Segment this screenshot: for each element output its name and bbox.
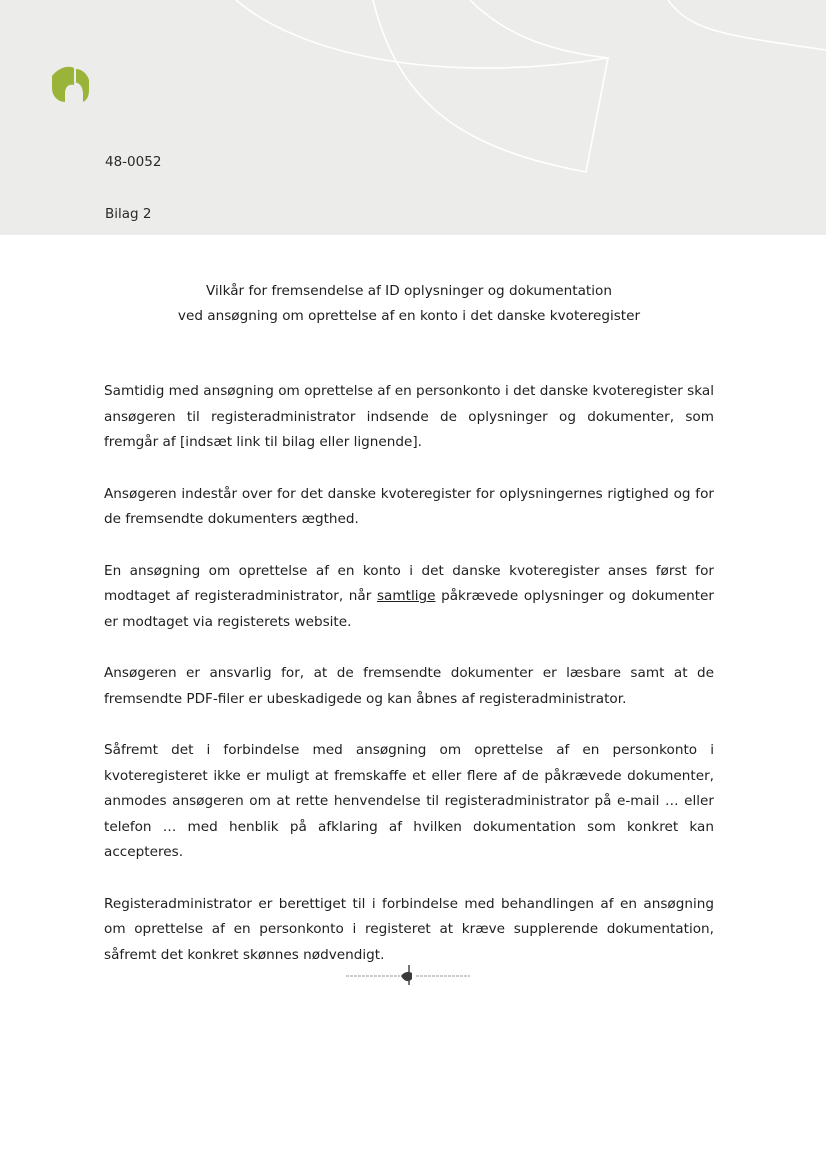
document-number: 48-0052 — [105, 154, 162, 170]
paragraph-4: Ansøgeren er ansvarlig for, at de fremsendte dokumenter er læsbare samt at de fremsendte PDF-filer er ubeskadigede og kan åbnes af registeradministrator. — [104, 665, 714, 707]
paragraph-6: Registeradministrator er berettiget til i forbindelse med behandlingen af en ansøgning om oprettelse af en personkonto i registeret at kræve supplerende dokumentation, såfremt det konkret skønnes nødvendigt. — [104, 895, 714, 963]
end-of-text-ornament-icon — [346, 963, 470, 987]
paragraph-3-end: påkrævede oplysninger og dokumenter er modtaget via registerets website. — [104, 588, 714, 630]
header-band — [0, 0, 826, 235]
paragraph-1: Samtidig med ansøgning om oprettelse af en personkonto i det danske kvoteregister skal ansøgeren til registeradministrator indsende de oplysninger og dokumenter, som fremgår af [indsæt link til bilag eller lignende]. — [104, 383, 714, 450]
underlined-word: samtlige — [376, 588, 436, 604]
paragraph-5: Såfremt det i forbindelse med ansøgning om oprettelse af en personkonto i kvoteregisteret ikke er muligt at fremskaffe et eller flere af de påkrævede dokumenter, anmodes ansøgeren om at rette henvendelse til registeradministrator på e-mail … eller telefon … med henblik på afklaring af hvilken dokumentation som konkret kan accepteres. — [104, 742, 714, 860]
paragraph-3 — [104, 559, 714, 636]
body-text — [104, 379, 714, 994]
decorative-curves — [0, 0, 826, 235]
paragraph-2: Ansøgeren indestår over for det danske kvoteregister for oplysningernes rigtighed og for de fremsendte dokumenters ægthed. — [104, 485, 714, 527]
document-title — [103, 279, 715, 329]
title-line-1: Vilkår for fremsendelse af ID oplysninger og dokumentation — [206, 283, 612, 299]
stylized-leaf-logo-icon — [49, 64, 91, 104]
paragraph-3-start: En ansøgning om oprettelse af en konto i det danske kvoteregister anses først for modtaget af registeradministrator, når — [104, 562, 714, 604]
title-line-2: ved ansøgning om oprettelse af en konto i det danske kvoteregister — [177, 308, 641, 324]
annex-label: Bilag 2 — [105, 206, 152, 222]
